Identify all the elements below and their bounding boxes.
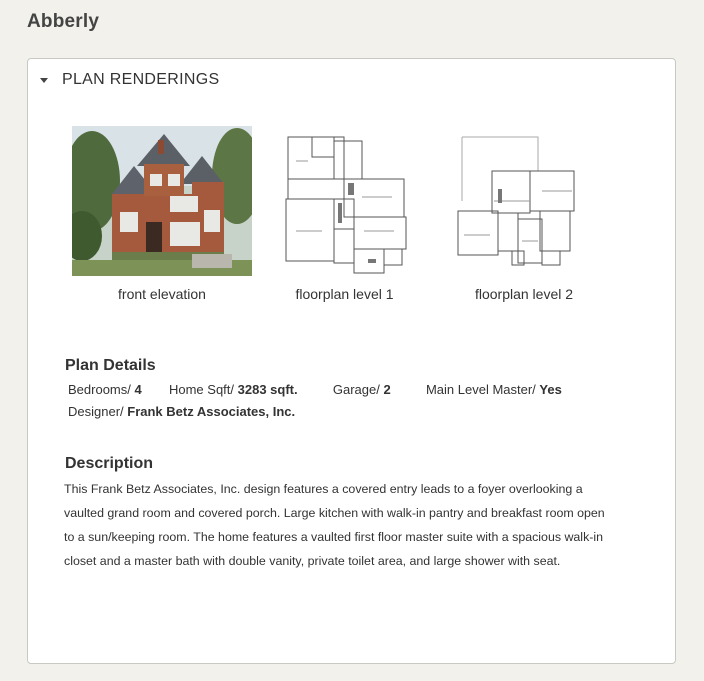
designer-label: Designer/ xyxy=(68,404,124,419)
home-sqft-label: Home Sqft/ xyxy=(168,382,235,397)
main-level-master-label: Main Level Master/ xyxy=(425,382,536,397)
front-elevation-image[interactable] xyxy=(72,126,252,276)
home-sqft-value: 3283 sqft. xyxy=(237,382,298,397)
garage-value: 2 xyxy=(383,382,391,397)
front-elevation-figure xyxy=(72,126,252,302)
description-text: This Frank Betz Associates, Inc. design features a covered entry leads to a foyer overlooking a vaulted grand room and covered porch. Large kitchen with walk-in pantry and breakfast room open to a sun/keeping room. The home features a vaulted first floor master suite with a spacious walk-in closet and a master bath with double vanity, private toilet area, and large shower with seat. xyxy=(64,482,605,568)
description-heading: Description xyxy=(65,455,154,472)
floorplan-level-1-figure xyxy=(282,131,407,302)
bedrooms-value: 4 xyxy=(134,382,142,397)
plan-details-designer-row xyxy=(68,404,295,419)
panel-title: PLAN RENDERINGS xyxy=(62,71,220,88)
floorplan-level-2-caption: floorplan level 2 xyxy=(474,286,574,302)
designer-value: Frank Betz Associates, Inc. xyxy=(127,404,296,419)
plan-details-heading: Plan Details xyxy=(65,357,156,374)
front-elevation-caption: front elevation xyxy=(118,286,206,302)
plan-renderings-toggle[interactable] xyxy=(40,71,219,89)
floorplan-level-1-caption: floorplan level 1 xyxy=(295,286,394,302)
bedrooms-label: Bedrooms/ xyxy=(68,382,131,397)
main-level-master-value: Yes xyxy=(539,382,562,397)
page-title: Abberly xyxy=(27,11,100,32)
plan-details-row xyxy=(68,382,562,397)
floorplan-level-2-image[interactable] xyxy=(454,131,594,276)
floorplan-level-1-image[interactable] xyxy=(282,131,407,276)
floorplan-level-2-figure xyxy=(454,131,594,302)
garage-label: Garage/ xyxy=(332,382,380,397)
plan-renderings-panel xyxy=(27,58,676,664)
caret-down-icon xyxy=(40,78,48,83)
